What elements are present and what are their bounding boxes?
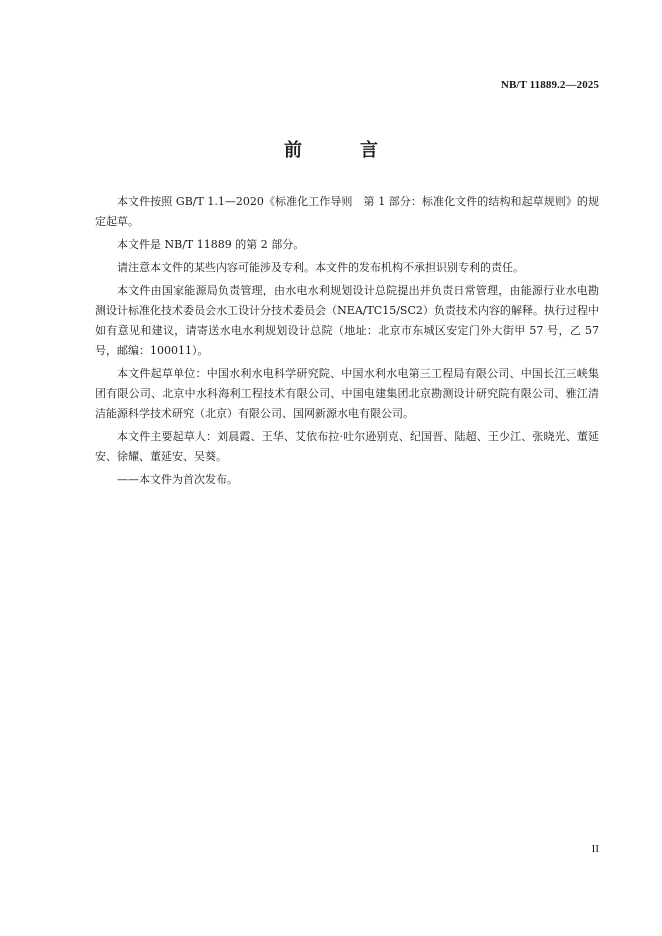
paragraph-drafting-units: 本文件起草单位：中国水利水电科学研究院、中国水利水电第三工程局有限公司、中国长江三峡集团有限公司、北京中水科海利工程技术有限公司、中国电建集团北京勘测设计研究院有限公司、雅江清洁能源科学技术研究（北京）有限公司、国网新源水电有限公司。 xyxy=(95,367,599,420)
paragraph-first-release: ——本文件为首次发布。 xyxy=(117,473,238,486)
document-code: NB/T 11889.2—2025 xyxy=(500,79,599,91)
paragraph-drafters: 本文件主要起草人：刘晨霞、王华、艾依布拉·吐尔逊别克、纪国晋、陆超、王少江、张晓光、董延安、徐耀、董延安、吴葵。 xyxy=(95,430,599,463)
paragraph-drafting-rules: 本文件按照 GB/T 1.1—2020《标准化工作导则 第 1 部分：标准化文件的结构和起草规则》的规定起草。 xyxy=(95,195,599,228)
section-title: 前 言 xyxy=(284,140,398,161)
paragraph-management: 本文件由国家能源局负责管理，由水电水利规划设计总院提出并负责日常管理，由能源行业水电勘测设计标准化技术委员会水工设计分技术委员会（NEA/TC15/SC2）负责技术内容的解释。执行过程中如有意见和建议，请寄送水电水利规划设计总院（地址：北京市东城区安定门外大街甲 57 号，乙 57 号，邮编：100011）。 xyxy=(95,284,599,357)
paragraph-part-info: 本文件是 NB/T 11889 的第 2 部分。 xyxy=(117,238,305,251)
foreword-body xyxy=(95,192,599,493)
paragraph-patent-notice: 请注意本文件的某些内容可能涉及专利。本文件的发布机构不承担识别专利的责任。 xyxy=(117,261,524,274)
page-number: II xyxy=(591,843,599,855)
